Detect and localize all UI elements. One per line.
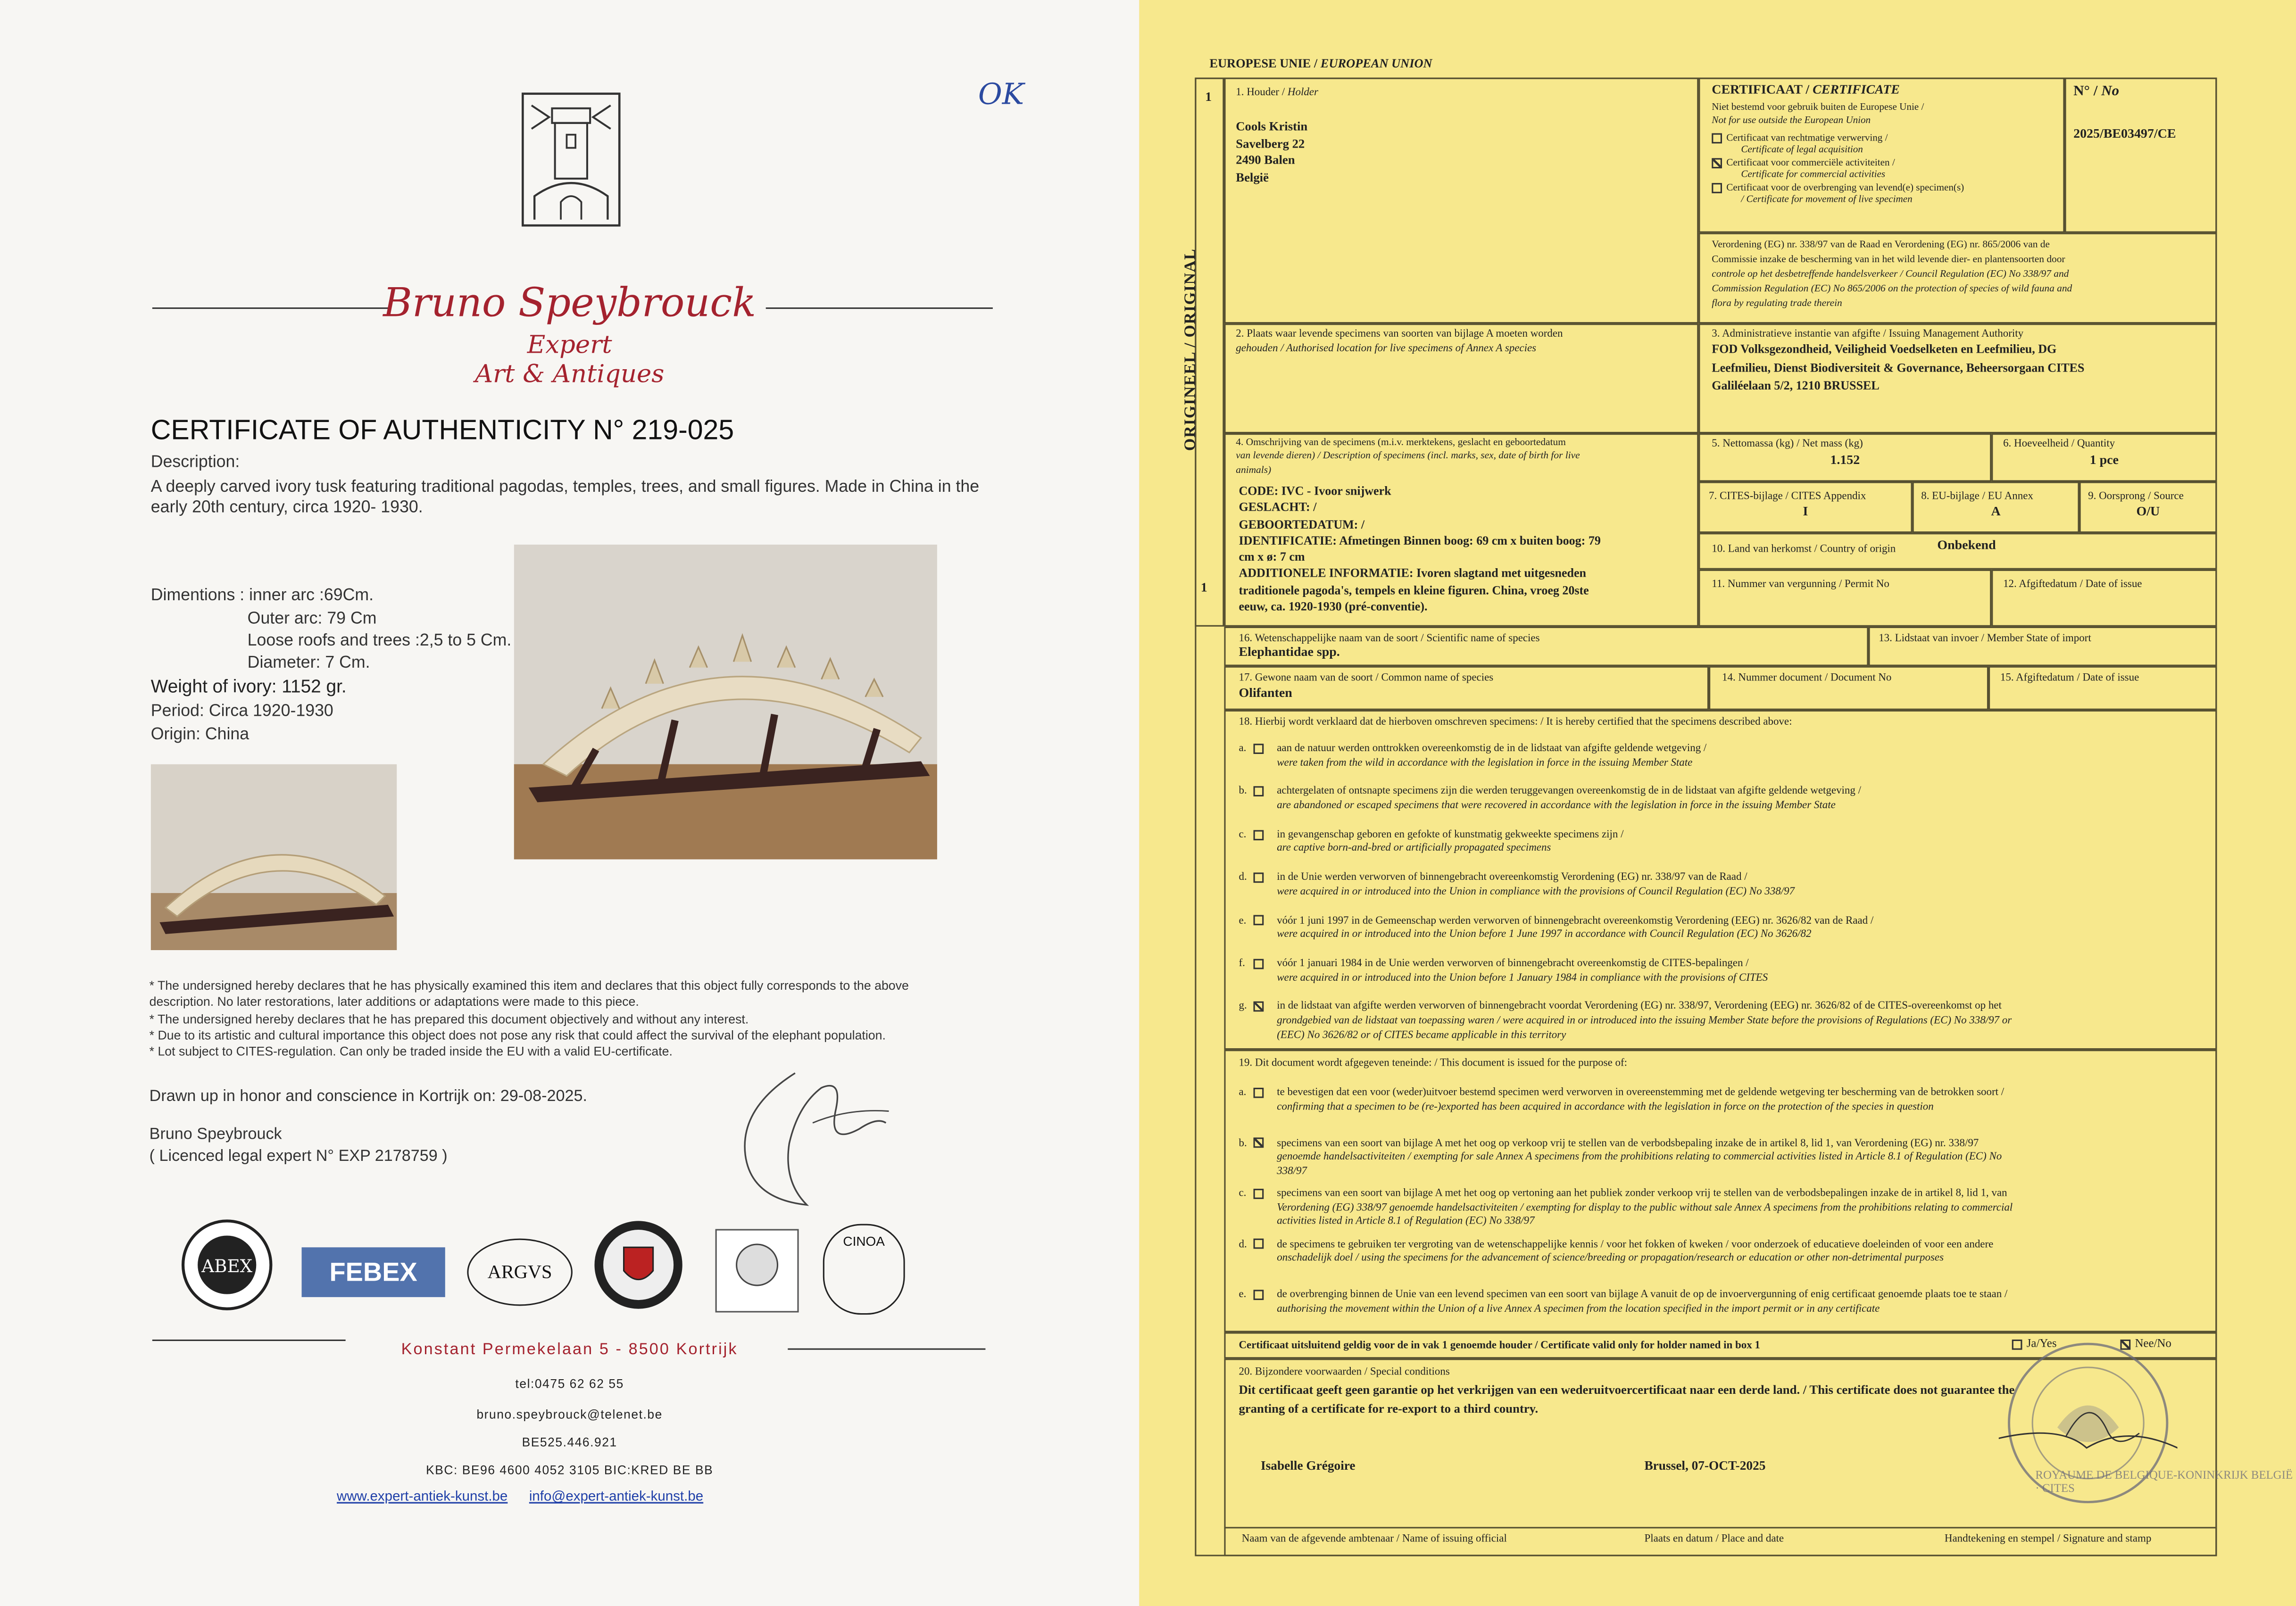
option-text: in de Unie werden verworven of binnengebracht overeenkomstig Verordening (EG) nr. 338/97 van de Raad / were acquired in or introduced into the Union in compliance with the provisions of Council Regulation (EC) No 338/97 — [1277, 869, 1795, 897]
box-number: 1 — [1200, 579, 1207, 595]
chamber-badge-icon — [713, 1227, 801, 1315]
option-key: b. — [1239, 1135, 1247, 1149]
option-text: te bevestigen dat een voor (weder)uitvoer bestemd specimen werd verworven in overeenstemming met de geldende wetgeving ter bescherming van de betrokken soort / confirming that a specimen to be (re-)exported has been acquired in accordance with the legislation in force on the protection of the species in question — [1277, 1084, 2005, 1112]
option-text: specimens van een soort van bijlage A met het oog op verkoop vrij te stellen van de verbodsbepaling inzake de in artikel 8, lid 1, van Verordening (EG) nr. 338/97 genoemde handelsactiviteiten / exempting for sale Annex A specimens from the prohibitions relating to commercial activities listed in Article 8.1 of Regulation (EC) No 338/97 — [1277, 1135, 2002, 1177]
validity-text: Certificaat uitsluitend geldig voor de in vak 1 genoemde houder / Certificate valid only for holder named in box 1 — [1239, 1338, 1760, 1351]
option-key: g. — [1239, 999, 1247, 1012]
ivory-tusk-photo-small — [151, 764, 397, 950]
box-9-label: 9. Oorsprong / Source — [2088, 489, 2184, 502]
declarations-block — [150, 978, 999, 1060]
option-key: c. — [1239, 1185, 1247, 1199]
checkbox-empty-icon — [1254, 786, 1264, 797]
checkbox-empty-icon — [1712, 182, 1722, 193]
box-11-label: 11. Nummer van vergunning / Permit No — [1712, 577, 1889, 590]
box-16-label: 16. Wetenschappelijke naam van de soort / Scientific name of species — [1239, 631, 1540, 645]
declaration-option[interactable] — [1239, 1185, 2205, 1227]
option-text: de specimens te gebruiken ter vergroting van de wetenschappelijke kennis / voor het fokken of kweken / voor onderzoek of educatieve doeleinden of voor een andere onschadelijk doel / using the specimens for the advancement of science/breeding or propagation/research or education or other non-detrimental purposes — [1277, 1236, 1994, 1264]
box-5-value: 1.152 — [1830, 452, 1860, 467]
vat-number: BE525.446.921 — [522, 1434, 617, 1449]
box-19-intro: 19. Dit document wordt afgegeven teneinde: / This document is issued for the purpose of: — [1239, 1055, 1628, 1069]
not-for-use-text: Niet bestemd voor gebruik buiten de Europese Unie / Not for use outside the European Union — [1712, 102, 1924, 125]
box-12-label: 12. Afgiftedatum / Date of issue — [2003, 577, 2142, 590]
checkbox-empty-icon — [1254, 1188, 1264, 1199]
box-10-label: 10. Land van herkomst / Country of origin — [1712, 541, 1896, 555]
castle-tower-logo-icon — [520, 91, 622, 228]
expert-role: Expert — [527, 331, 612, 360]
email-address: bruno.speybrouck@telenet.be — [476, 1407, 663, 1422]
footer-place-label: Plaats en datum / Place and date — [1644, 1531, 1784, 1545]
box-16-value: Elephantidae spp. — [1239, 644, 1340, 659]
signer-licence: ( Licenced legal expert N° EXP 2178759 ) — [149, 1148, 448, 1166]
checkbox-empty-icon — [1712, 133, 1722, 144]
stamp-text: ROYAUME DE BELGIQUE-KONINKRIJK BELGIË · CITES — [2035, 1468, 2293, 1495]
divider — [1224, 1527, 2217, 1528]
box-5-label: 5. Nettomassa (kg) / Net mass (kg) — [1712, 436, 1863, 450]
option-text: vóór 1 januari 1984 in de Unie werden verworven of binnengebracht overeenkomstig de CITES-bepalingen / were acquired in or introduced into the Union before 1 January 1984 in compliance with the provisions of CITES — [1277, 956, 1768, 984]
svg-text:ABEX: ABEX — [201, 1256, 253, 1277]
abex-badge-icon — [180, 1218, 274, 1312]
febex-badge: FEBEX — [302, 1247, 445, 1297]
email-link[interactable]: info@expert-antiek-kunst.be — [529, 1489, 704, 1505]
weight-text: Weight of ivory: 1152 gr. — [150, 676, 347, 697]
certificate-options: Certificaat van rechtmatige verwerving / Certificate of legal acquisition Certificaat voor commerciële activiteiten / Certificate for commercial activities Certificaat voor de overbrenging van levend(e) specimen(s) / Certificate for movement of live specimen — [1712, 133, 1964, 207]
declaration-option[interactable] — [1239, 869, 2205, 897]
description-text: early 20th century, circa 1920- 1930. — [150, 499, 423, 517]
certificate-label: CERTIFICAAT / CERTIFICATE — [1712, 82, 1900, 97]
option-key: d. — [1239, 1236, 1247, 1250]
holder-label: 1. Houder / Holder — [1236, 85, 1318, 99]
declaration-option[interactable] — [1239, 741, 2205, 768]
crest-badge-icon — [591, 1218, 685, 1312]
box-14-label: 14. Nummer document / Document No — [1722, 671, 1892, 684]
option-key: f. — [1239, 956, 1245, 969]
box-7-label: 7. CITES-bijlage / CITES Appendix — [1709, 489, 1866, 502]
box-3-authority-name: FOD Volksgezondheid, Veiligheid Voedselketen en Leefmilieu, DG Leefmilieu, Dienst Biodiversiteit & Governance, Beheersorgaan CITES Galiléelaan 5/2, 1210 BRUSSEL — [1712, 342, 2085, 393]
box-3-label: 3. Administratieve instantie van afgifte / Issuing Management Authority — [1712, 326, 2024, 340]
option-key: d. — [1239, 869, 1247, 883]
option-key: e. — [1239, 913, 1247, 927]
number-label: N° / No — [2073, 83, 2120, 100]
box-17-label: 17. Gewone naam van de soort / Common name of species — [1239, 671, 1494, 684]
box-9-value: O/U — [2136, 504, 2160, 519]
box-15-label: 15. Afgiftedatum / Date of issue — [2000, 671, 2139, 684]
certificate-title: CERTIFICATE OF AUTHENTICITY N° 219-025 — [150, 415, 734, 447]
option-live-movement[interactable]: Certificaat voor de overbrenging van levend(e) specimen(s) — [1712, 182, 1964, 195]
footer-signature-label: Handtekening en stempel / Signature and stamp — [1944, 1531, 2152, 1545]
option-key: e. — [1239, 1287, 1247, 1300]
drawn-up-text: Drawn up in honor and conscience in Kortrijk on: 29-08-2025. — [149, 1087, 587, 1106]
declaration-line: * Lot subject to CITES-regulation. Can only be traded inside the EU with a valid EU-certificate. — [149, 1044, 673, 1059]
box-10-value: Onbekend — [1937, 537, 1996, 552]
declaration-option[interactable] — [1239, 1236, 2205, 1264]
checkbox-empty-icon — [1254, 1290, 1264, 1300]
option-text: specimens van een soort van bijlage A met het oog op vertoning aan het publiek zonder verkoop vrij te stellen van de verbodsbepalingen inzake de in artikel 8, lid 1, van Verordening (EG) 338/97 genoemde handelsactiviteiten / exempting for display to the public without sale Annex A specimens from the prohibitions relating to commercial activities listed in Article 8.1 of Regulation (EC) No 338/97 — [1277, 1185, 2013, 1227]
declaration-option[interactable] — [1239, 827, 2205, 854]
option-key: b. — [1239, 784, 1247, 797]
checkbox-checked-icon — [1254, 1138, 1264, 1148]
option-key: a. — [1239, 741, 1247, 754]
dimensions-text: Dimentions : inner arc :69Cm. — [150, 587, 374, 605]
option-key: a. — [1239, 1084, 1247, 1098]
declaration-option[interactable] — [1239, 999, 2205, 1041]
box-number: 1 — [1205, 89, 1212, 104]
declaration-option[interactable] — [1239, 1084, 2205, 1112]
box-8-label: 8. EU-bijlage / EU Annex — [1921, 489, 2033, 502]
signer-name: Bruno Speybrouck — [149, 1126, 282, 1143]
declaration-option[interactable] — [1239, 1287, 2205, 1314]
expert-certificate-sheet — [0, 0, 1139, 1606]
option-text: in gevangenschap geboren en gefokte of kunstmatig gekweekte specimens zijn / are captive born-and-bred or artificially propagated specimens — [1277, 827, 1624, 854]
expert-field: Art & Antiques — [474, 360, 665, 389]
declaration-option[interactable] — [1239, 784, 2205, 811]
number-box — [2064, 78, 2217, 233]
box-2-label: 2. Plaats waar levende specimens van soorten van bijlage A moeten worden gehouden / Authorised location for live specimens of Annex A species — [1236, 326, 1563, 355]
website-link[interactable]: www.expert-antiek-kunst.be — [337, 1489, 508, 1505]
dimensions-text: Loose roofs and trees :2,5 to 5 Cm. — [247, 632, 512, 650]
option-legal-acquisition[interactable]: Certificaat van rechtmatige verwerving / — [1712, 133, 1964, 146]
bank-details: KBC: BE96 4600 4052 3105 BIC:KRED BE BB — [426, 1462, 714, 1477]
checkbox-empty-icon — [1254, 829, 1264, 840]
declaration-option[interactable] — [1239, 1135, 2205, 1177]
option-text: de overbrenging binnen de Unie van een levend specimen van een soort van bijlage A vanuit de op de invoervergunning of enig certificaat genoemde plaats toe te staan / authorising the movement within the Union of a live Annex A specimen from the location specified in the import permit or in any certificate — [1277, 1287, 2008, 1314]
handwritten-ok-note: OK — [978, 76, 1024, 111]
box-20-text: Dit certificaat geeft geen garantie op het verkrijgen van een wederuitvoercertificaat naar een derde land. / This certificate does not guarantee the granting of a certificate for re-export to a third country. — [1239, 1382, 2015, 1415]
period-text: Period: Circa 1920-1930 — [150, 703, 333, 720]
origin-text: Origin: China — [150, 726, 250, 744]
option-commercial-activities[interactable]: Certificaat voor commerciële activiteiten / — [1712, 158, 1964, 170]
declaration-option[interactable] — [1239, 913, 2205, 940]
box-20-label: 20. Bijzondere voorwaarden / Special conditions — [1239, 1364, 1450, 1378]
argvs-badge: ARGVS — [467, 1239, 573, 1306]
holder-address: Cools Kristin Savelberg 22 2490 Balen België — [1236, 118, 1308, 184]
validity-yes-option[interactable]: Ja/Yes — [2012, 1337, 2057, 1350]
declaration-line: * Due to its artistic and cultural importance this object does not pose any risk that could affect the survival of the elephant population. — [149, 1027, 886, 1043]
box-17-value: Olifanten — [1239, 685, 1292, 700]
footer-official-label: Naam van de afgevende ambtenaar / Name of issuing official — [1241, 1531, 1507, 1545]
cinoa-badge: CINOA — [823, 1224, 905, 1315]
description-text: A deeply carved ivory tusk featuring traditional pagodas, temples, trees, and small figures. Made in China in the — [150, 479, 980, 497]
checkbox-empty-icon — [1254, 916, 1264, 926]
box-6-label: 6. Hoeveelheid / Quantity — [2003, 436, 2115, 450]
option-text: achtergelaten of ontsnapte specimens zijn die werden teruggevangen overeenkomstig de in de lidstaat van afgifte geldende wetgeving / are abandoned or escaped specimens that were recovered in accordance with the legislation in force in the issuing Member State — [1277, 784, 1862, 811]
declaration-line: description. No later restorations, later additions or adaptations were made to this piece. — [149, 994, 639, 1010]
address-line: Konstant Permekelaan 5 - 8500 Kortrijk — [401, 1341, 738, 1359]
checkbox-empty-icon — [1254, 872, 1264, 883]
box-4-label: 4. Omschrijving van de specimens (m.i.v. merktekens, geslacht en geboortedatum van levende dieren) / Description of specimens (incl. marks, sex, date of birth for live animals) — [1236, 438, 1580, 475]
dimensions-text: Diameter: 7 Cm. — [247, 654, 370, 672]
option-key: c. — [1239, 827, 1247, 840]
eu-header: EUROPESE UNIE / EUROPEAN UNION — [1209, 55, 1432, 71]
checkbox-empty-icon — [1254, 1087, 1264, 1098]
checkbox-checked-icon — [1254, 1002, 1264, 1012]
checkbox-empty-icon — [1254, 959, 1264, 969]
option-text: in de lidstaat van afgifte werden verworven of binnengebracht voordat Verordening (EG) nr. 338/97, Verordening (EEG) nr. 3626/82 of de CITES-overeenkomst op het grondgebied van de lidstaat van toepassing waren / were acquired in or introduced into the issuing Member State before the provisions of Regulations (EC) No 338/97 or (EEC) No 3626/82 or of CITES became applicable in this territory — [1277, 999, 2012, 1041]
certificate-number: 2025/BE03497/CE — [2073, 126, 2176, 141]
holder-box — [1224, 78, 1698, 324]
option-text: vóór 1 juni 1997 in de Gemeenschap werden verworven of binnengebracht overeenkomstig Verordening (EEG) nr. 3626/82 van de Raad / were acquired in or introduced into the Union before 1 June 1997 in accordance with Council Regulation (EC) No 3626/82 — [1277, 913, 1874, 940]
original-side-label: ORIGINEEL / ORIGINAL — [1181, 248, 1199, 451]
box-8-value: A — [1991, 504, 2001, 519]
handwritten-signature — [725, 1064, 898, 1210]
box-13-label: 13. Lidstaat van invoer / Member State of import — [1879, 631, 2091, 645]
issuing-official-name: Isabelle Grégoire — [1261, 1458, 1356, 1473]
box-18-intro: 18. Hierbij wordt verklaard dat de hierboven omschreven specimens: / It is hereby certified that the specimens described above: — [1239, 714, 1792, 728]
declaration-line: * The undersigned hereby declares that he has prepared this document objectively and without any interest. — [149, 1011, 749, 1026]
validity-no-option[interactable]: Nee/No — [2120, 1337, 2171, 1350]
telephone: tel:0475 62 62 55 — [515, 1376, 624, 1391]
ivory-tusk-photo-large — [514, 545, 937, 860]
expert-name: Bruno Speybrouck — [383, 281, 757, 327]
contact-links — [337, 1489, 721, 1505]
declaration-line: * The undersigned hereby declares that he has physically examined this item and declares that this object fully corresponds to the above — [149, 978, 909, 993]
place-date-value: Brussel, 07-OCT-2025 — [1644, 1458, 1766, 1473]
box-7-value: I — [1803, 504, 1808, 519]
regulation-text: Verordening (EG) nr. 338/97 van de Raad en Verordening (EG) nr. 865/2006 van de Commissie inzake de bescherming van in het wild levende dier- en plantensoorten door controle op het desbetreffende handelsverkeer / Council Regulation (EC) No 338/97 and Commission Regulation (EC) No 865/2006 on the protection of species of wild fauna and flora by regulating trade therein — [1712, 240, 2072, 310]
checkbox-empty-icon — [1254, 744, 1264, 754]
checkbox-checked-icon — [1712, 158, 1722, 168]
option-text: aan de natuur werden onttrokken overeenkomstig de in de lidstaat van afgifte geldende wetgeving / were taken from the wild in accordance with the legislation in force in the issuing Member State — [1277, 741, 1707, 768]
box-4-details: CODE: IVC - Ivoor snijwerk GESLACHT: / GEBOORTEDATUM: / IDENTIFICATIE: Afmetingen Binnen boog: 69 cm x buiten boog: 79 cm x ø: 7 cm ADDITIONELE INFORMATIE: Ivoren slagtand met uitgesneden traditionele pagoda's, tempels en kleine figuren. China, vroeg 20ste eeuw, ca. 1920-1930 (pré-conventie). — [1239, 484, 1601, 614]
dimensions-text: Outer arc: 79 Cm — [247, 610, 377, 628]
checkbox-empty-icon — [1254, 1239, 1264, 1250]
declaration-option[interactable] — [1239, 956, 2205, 984]
box-6-value: 1 pce — [2089, 452, 2119, 467]
description-label: Description: — [150, 454, 240, 472]
